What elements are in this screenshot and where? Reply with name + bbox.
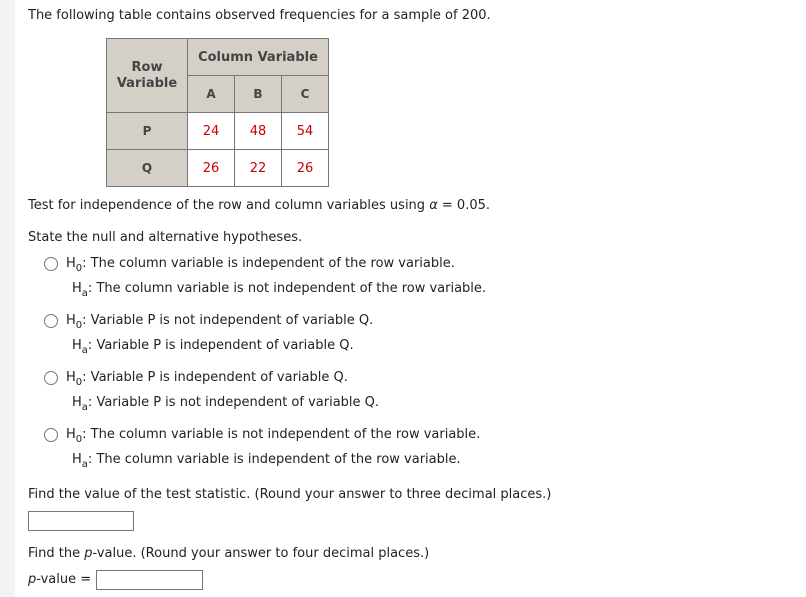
null-hypothesis: $H_0$: Variable P is not independent of variable Q.	[66, 313, 374, 331]
test-prefix: Test for independence of the row and column variables using	[28, 198, 430, 213]
p-value-label: p-value =	[28, 572, 92, 587]
table-row	[107, 150, 329, 187]
row-variable-header	[107, 39, 188, 113]
column-header-a: A	[188, 76, 235, 113]
column-variable-header: Column Variable	[188, 39, 329, 76]
row-label-q: Q	[107, 150, 188, 187]
radio-button[interactable]	[44, 257, 58, 271]
alternative-hypothesis: $H_a$: Variable P is not independent of variable Q.	[72, 395, 380, 413]
hypothesis-option-1[interactable]	[44, 257, 564, 309]
test-suffix: = 0.05.	[437, 198, 491, 213]
cell-q-b: 22	[235, 150, 282, 187]
cell-p-c: 54	[282, 113, 329, 150]
column-header-b: B	[235, 76, 282, 113]
radio-button[interactable]	[44, 314, 58, 328]
state-hypotheses-prompt: State the null and alternative hypotheses.	[28, 230, 303, 245]
p-value-prompt: Find the p-value. (Round your answer to four decimal places.)	[28, 546, 430, 561]
radio-button[interactable]	[44, 428, 58, 442]
radio-button[interactable]	[44, 371, 58, 385]
alpha-symbol: α	[429, 198, 438, 213]
hypothesis-option-2[interactable]	[44, 314, 564, 366]
alternative-hypothesis: $H_a$: The column variable is not independent of the row variable.	[72, 281, 487, 299]
p-value-input[interactable]	[96, 570, 203, 590]
frequency-table	[106, 38, 329, 187]
cell-p-a: 24	[188, 113, 235, 150]
column-header-c: C	[282, 76, 329, 113]
cell-p-b: 48	[235, 113, 282, 150]
test-statistic-input[interactable]	[28, 511, 134, 531]
test-statistic-prompt: Find the value of the test statistic. (Round your answer to three decimal places.)	[28, 487, 552, 502]
cell-q-c: 26	[282, 150, 329, 187]
row-label-p: P	[107, 113, 188, 150]
hypothesis-option-4[interactable]	[44, 428, 564, 480]
hypothesis-option-3[interactable]	[44, 371, 564, 423]
left-margin-bar	[0, 0, 15, 597]
null-hypothesis: $H_0$: The column variable is not independent of the row variable.	[66, 427, 481, 445]
table-row	[107, 113, 329, 150]
alternative-hypothesis: $H_a$: Variable P is independent of variable Q.	[72, 338, 354, 356]
alternative-hypothesis: $H_a$: The column variable is independent of the row variable.	[72, 452, 461, 470]
intro-text: The following table contains observed frequencies for a sample of 200.	[28, 8, 491, 23]
test-instruction	[28, 198, 490, 213]
null-hypothesis: $H_0$: The column variable is independent of the row variable.	[66, 256, 455, 274]
cell-q-a: 26	[188, 150, 235, 187]
row-variable-header-text: Row Variable	[116, 59, 178, 91]
null-hypothesis: $H_0$: Variable P is independent of variable Q.	[66, 370, 348, 388]
